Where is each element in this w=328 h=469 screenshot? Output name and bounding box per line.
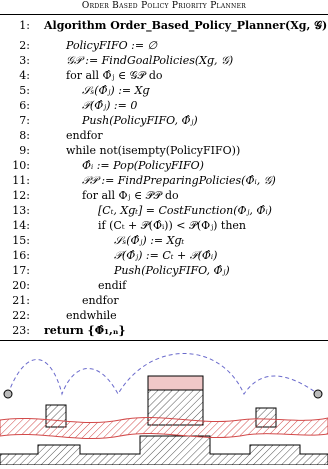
- terrain-ground: [0, 436, 328, 465]
- algorithm-line: [0, 248, 328, 263]
- line-number: 11:: [12, 174, 30, 187]
- line-number: 1:: [19, 19, 30, 32]
- line-text: Push(PolicyFIFO, Φ̂ⱼ): [82, 114, 198, 127]
- line-number: 23:: [12, 324, 30, 337]
- algorithm-bottom-rule: [0, 340, 328, 341]
- algorithm-line: [0, 203, 328, 218]
- line-number: 9:: [19, 144, 30, 157]
- title-rule: [0, 14, 328, 15]
- line-text: PolicyFIFO := ∅: [66, 39, 158, 52]
- goal-point: [314, 390, 322, 398]
- line-text: endfor: [82, 294, 119, 307]
- algorithm-line: [0, 38, 328, 53]
- algorithm-title: Order Based Policy Priority Planner: [81, 1, 247, 11]
- line-number: 17:: [12, 264, 30, 277]
- line-number: 12:: [12, 189, 30, 202]
- algorithm-line: [0, 308, 328, 323]
- line-number: 2:: [19, 39, 30, 52]
- line-text: 𝒫𝒫 := FindPreparingPolicies(Φ̂ᵢ, 𝒢): [82, 174, 276, 187]
- policy-figure: [0, 350, 328, 465]
- line-number: 16:: [12, 249, 30, 262]
- line-text: if (Cₜ + 𝒫(Φ̂ᵢ)) < 𝒫(Φⱼ) then: [98, 219, 246, 232]
- algorithm-line: [0, 323, 328, 338]
- algorithm-line: [0, 188, 328, 203]
- line-text: 𝒫(Φ̂ⱼ) := Cₜ + 𝒫(Φ̂ᵢ): [114, 249, 218, 262]
- algorithm-line: [0, 173, 328, 188]
- line-number: 14:: [12, 219, 30, 232]
- algorithm-line: [0, 53, 328, 68]
- line-text: 𝒮ₛ(Φ̂ⱼ) := Xɡₜ: [114, 234, 185, 247]
- line-number: 15:: [12, 234, 30, 247]
- line-number: 4:: [19, 69, 30, 82]
- line-text: [Cₜ, Xɡₜ] = CostFunction(Φⱼ, Φ̂ᵢ): [98, 204, 272, 217]
- algorithm-line: [0, 233, 328, 248]
- line-number: 10:: [12, 159, 30, 172]
- line-number: 5:: [19, 84, 30, 97]
- line-number: 3:: [19, 54, 30, 67]
- line-number: 13:: [12, 204, 30, 217]
- line-text: 𝒮ₛ(Φ̂ⱼ) := Xɡ: [82, 84, 150, 97]
- line-text: Push(PolicyFIFO, Φ̂ⱼ): [114, 264, 230, 277]
- algorithm-line: [0, 113, 328, 128]
- line-text: while not(isempty(PolicyFIFO)): [66, 144, 241, 157]
- line-text: for all Φ̂ⱼ ∈ 𝒢𝒫 do: [66, 69, 163, 82]
- line-number: 7:: [19, 114, 30, 127]
- algorithm-line: [0, 68, 328, 83]
- algorithm-line: [0, 98, 328, 113]
- line-text: return {Φ̂₁,ₙ}: [44, 324, 126, 337]
- line-text: 𝒢𝒫 := FindGoalPolicies(Xɡ, 𝒢): [66, 54, 234, 67]
- line-text: endwhile: [66, 309, 117, 322]
- algorithm-line: [0, 18, 328, 33]
- algorithm-line: [0, 218, 328, 233]
- line-number: 8:: [19, 129, 30, 142]
- line-number: 22:: [12, 309, 30, 322]
- constraint-band: [0, 417, 328, 438]
- line-number: 6:: [19, 99, 30, 112]
- algorithm-line: [0, 263, 328, 278]
- start-point: [4, 390, 12, 398]
- algorithm-line: [0, 83, 328, 98]
- line-number: 21:: [12, 294, 30, 307]
- line-text: for all Φⱼ ∈ 𝒫𝒫 do: [82, 189, 179, 202]
- algorithm-line: [0, 128, 328, 143]
- line-text: Algorithm Order_Based_Policy_Planner(Xɡ, 𝒢): [44, 19, 328, 32]
- line-number: 20:: [12, 279, 30, 292]
- obstacle-center-top: [148, 376, 203, 390]
- line-text: 𝒫(Φ̂ⱼ) := 0: [82, 99, 138, 112]
- line-text: endfor: [66, 129, 103, 142]
- line-text: Φ̂ᵢ := Pop(PolicyFIFO): [82, 159, 204, 172]
- algorithm-line: [0, 143, 328, 158]
- algorithm-line: [0, 293, 328, 308]
- algorithm-line: [0, 158, 328, 173]
- line-text: endif: [98, 279, 127, 292]
- algorithm-line: [0, 278, 328, 293]
